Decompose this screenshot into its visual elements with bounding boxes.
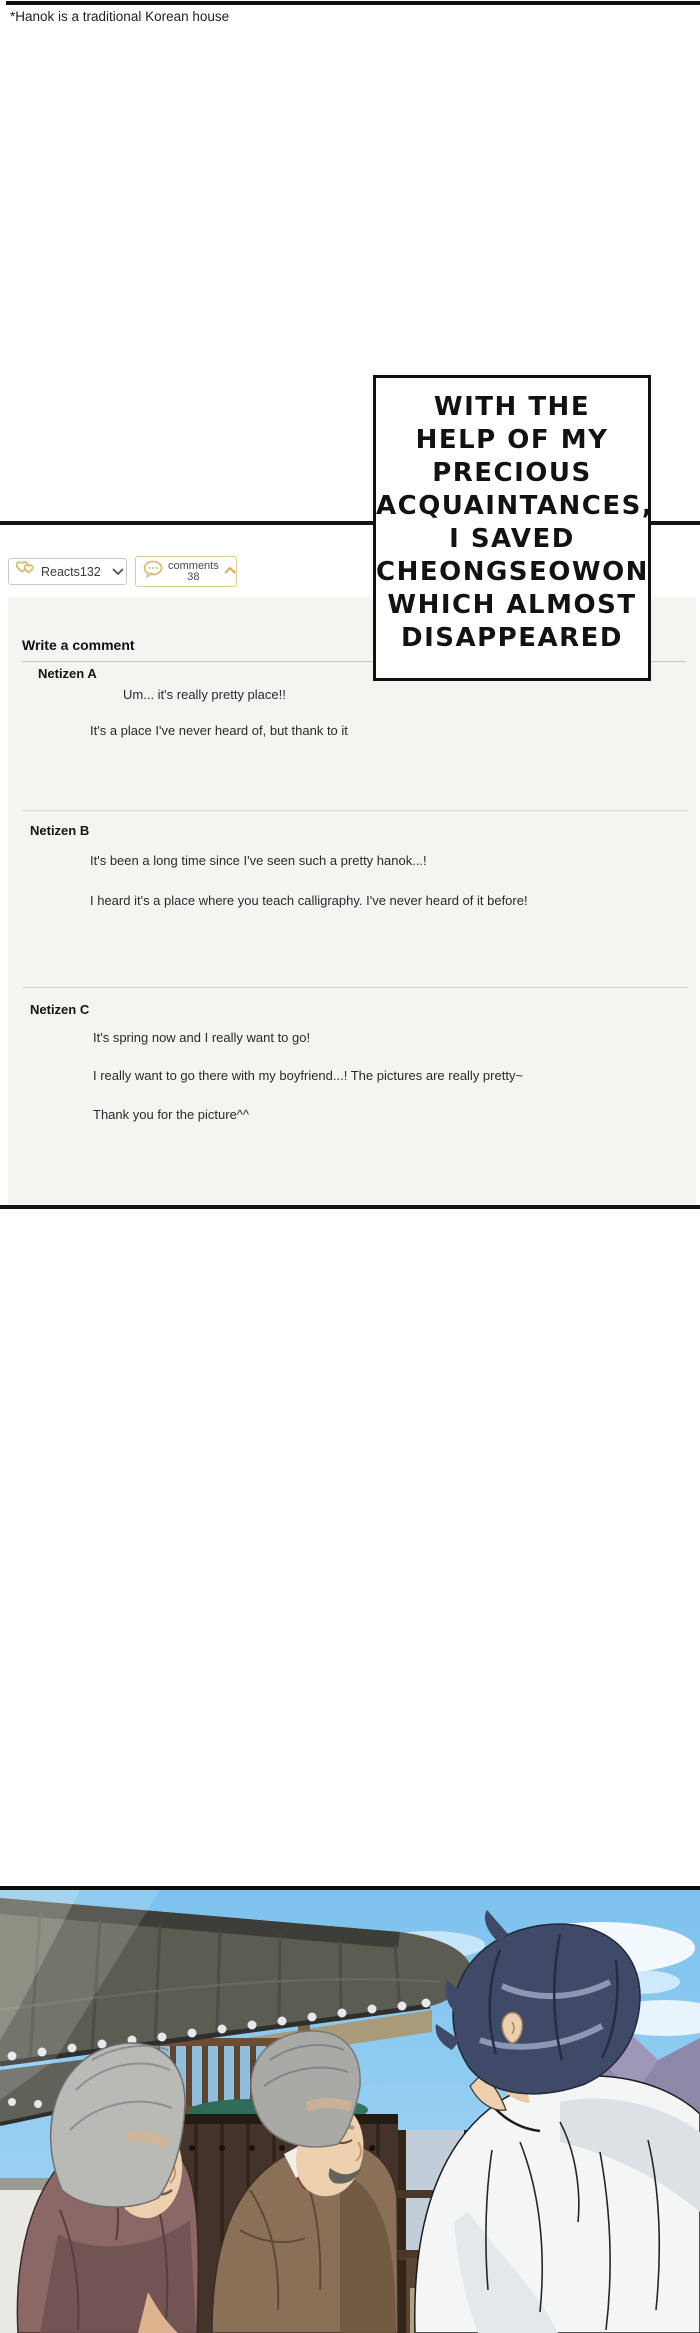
comment-author: Netizen C	[30, 1002, 90, 1017]
top-panel-border	[6, 1, 700, 5]
bubble-line: WHICH ALMOST	[387, 590, 637, 620]
bubble-line: WITH THE	[433, 392, 591, 422]
comment-line: It's been a long time since I've seen such a pretty hanok...!	[90, 853, 427, 868]
chevron-down-icon[interactable]	[111, 563, 125, 581]
bottom-panel-illustration	[0, 1890, 700, 2333]
comment-line: I heard it's a place where you teach calligraphy. I've never heard of it before!	[90, 893, 528, 908]
thread-divider	[23, 987, 688, 988]
hanok-footnote: *Hanok is a traditional Korean house	[10, 9, 230, 24]
comment-line: Um... it's really pretty place!!	[123, 687, 286, 702]
bubble-line: DISAPPEARED	[401, 623, 623, 653]
bubble-line: HELP OF MY	[415, 425, 609, 455]
comment-author: Netizen B	[30, 823, 90, 838]
speech-bubble-icon	[142, 559, 164, 584]
comment-line: It's a place I've never heard of, but thank to it	[90, 723, 348, 738]
comment-line: Thank you for the picture^^	[93, 1107, 249, 1122]
comment-author: Netizen A	[38, 666, 97, 681]
comment-line: I really want to go there with my boyfriend...! The pictures are really pretty~	[93, 1068, 524, 1083]
reacts-count: 132	[79, 564, 101, 579]
write-comment-field[interactable]: Write a comment	[22, 637, 135, 653]
bubble-line: CHEONGSEOWON	[376, 557, 649, 587]
comment-section-bottom-border	[0, 1205, 700, 1209]
comment-panel	[8, 597, 696, 1205]
comment-line: It's spring now and I really want to go!	[93, 1030, 311, 1045]
bubble-line: I SAVED	[449, 524, 575, 554]
double-heart-icon	[15, 560, 37, 583]
reacts-label: Reacts	[41, 564, 80, 579]
comments-label: comments	[168, 559, 219, 572]
thread-divider	[23, 810, 688, 811]
comments-count: 38	[187, 570, 200, 583]
comments-button[interactable]	[135, 556, 237, 587]
bubble-line: ACQUAINTANCES,	[376, 491, 654, 521]
reacts-button[interactable]	[8, 558, 127, 585]
speech-bubble	[373, 375, 654, 681]
chevron-up-icon[interactable]	[223, 563, 237, 581]
bubble-line: PRECIOUS	[432, 458, 592, 488]
